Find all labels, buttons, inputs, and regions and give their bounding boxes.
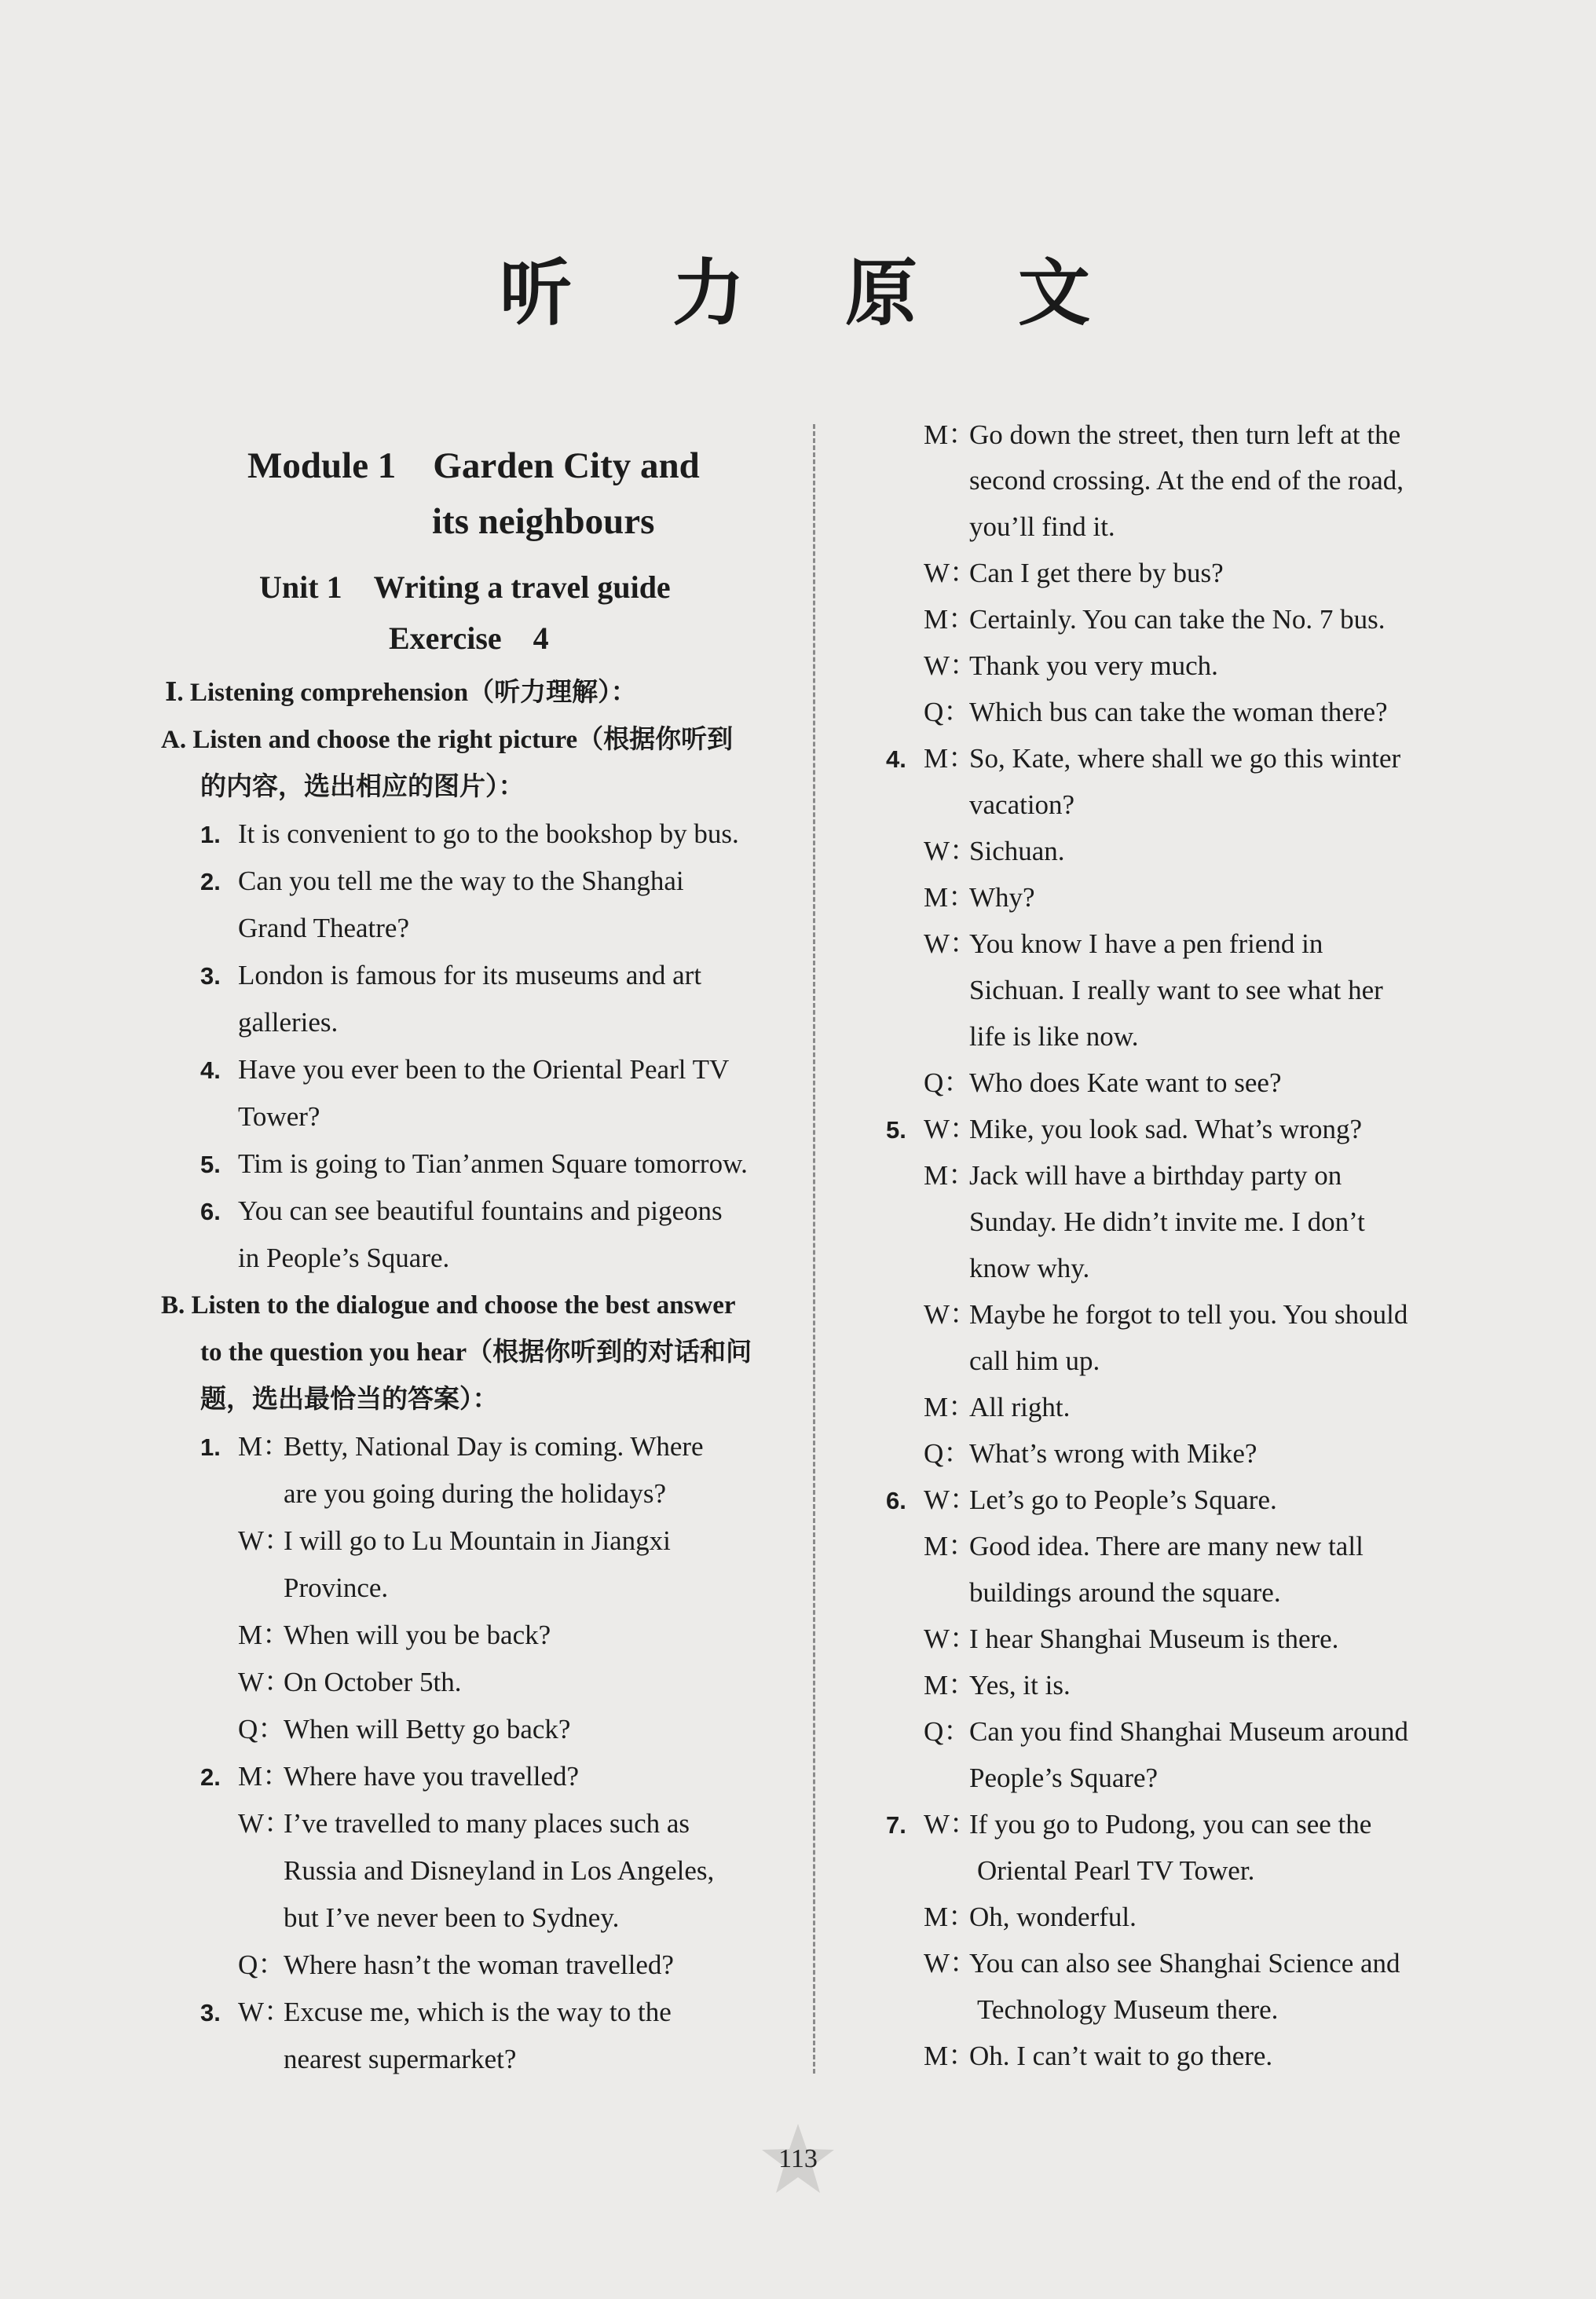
dialogue-line: but I’ve never been to Sydney. [284, 1902, 620, 1933]
section-heading-1: Ⅰ. Listening comprehension（听力理解）： [165, 679, 637, 707]
column-divider [813, 424, 815, 2074]
dialogue-line: W：Thank you very much. [924, 650, 1218, 681]
module-title-line2: its neighbours [432, 501, 655, 542]
dialogue-line: M：Jack will have a birthday party on [924, 1160, 1342, 1191]
page-title: 听 力 原 文 [499, 251, 1129, 335]
list-item-cont: Grand Theatre? [238, 913, 409, 943]
dialogue-line: 5. W：Mike, you look sad. What’s wrong? [886, 1114, 1362, 1144]
dialogue-line: W：I hear Shanghai Museum is there. [924, 1624, 1339, 1654]
dialogue-line: 1. M：Betty, National Day is coming. Where [200, 1431, 704, 1462]
dialogue-line: 3. W：Excuse me, which is the way to the [200, 1997, 672, 2027]
list-item-cont: Tower? [238, 1101, 320, 1132]
list-item-cont: galleries. [238, 1007, 339, 1038]
dialogue-line: M：When will you be back? [238, 1620, 551, 1650]
list-item: 2. Can you tell me the way to the Shanghai [200, 866, 684, 896]
dialogue-line: life is like now. [969, 1021, 1139, 1052]
dialogue-line: W：Maybe he forgot to tell you. You should [924, 1299, 1408, 1330]
dialogue-line: Q：Where hasn’t the woman travelled? [238, 1949, 674, 1980]
dialogue-line: call him up. [969, 1345, 1100, 1376]
dialogue-line: W：You can also see Shanghai Science and [924, 1948, 1400, 1979]
dialogue-line: 4. M：So, Kate, where shall we go this winter [886, 743, 1401, 774]
dialogue-line: 6. W：Let’s go to People’s Square. [886, 1484, 1277, 1515]
list-item: 4. Have you ever been to the Oriental Pearl TV [200, 1054, 730, 1085]
dialogue-line: M：Why? [924, 882, 1035, 913]
dialogue-line: Q：Can you find Shanghai Museum around [924, 1716, 1408, 1747]
section-heading-a: A. Listen and choose the right picture（根据你听到 [161, 726, 734, 754]
list-item: 3. London is famous for its museums and art [200, 960, 702, 990]
dialogue-line: W：On October 5th. [238, 1667, 462, 1697]
dialogue-line: you’ll find it. [969, 511, 1115, 542]
dialogue-line: Oriental Pearl TV Tower. [977, 1855, 1255, 1886]
page-number-text: 113 [778, 2144, 818, 2173]
dialogue-line: M：Certainly. You can take the No. 7 bus. [924, 604, 1386, 635]
dialogue-line: W：Sichuan. [924, 836, 1065, 866]
dialogue-line: vacation? [969, 789, 1075, 820]
dialogue-line: 7. W：If you go to Pudong, you can see the [886, 1809, 1372, 1840]
section-heading-b-line3: 题，选出最恰当的答案）： [200, 1386, 499, 1414]
module-title: Module 1 Garden City and [247, 445, 700, 486]
section-heading-b-line2: to the question you hear（根据你听到的对话和问 [200, 1338, 752, 1367]
list-item: 1. It is convenient to go to the bookshop by bus. [200, 818, 739, 849]
page-number [759, 2121, 837, 2199]
dialogue-line: M：Oh. I can’t wait to go there. [924, 2041, 1273, 2071]
dialogue-line: M：Go down the street, then turn left at the [924, 419, 1401, 450]
dialogue-line: Province. [284, 1572, 389, 1603]
dialogue-line: Sichuan. I really want to see what her [969, 975, 1383, 1005]
dialogue-line: W：I’ve travelled to many places such as [238, 1808, 690, 1839]
dialogue-line: M：Yes, it is. [924, 1670, 1071, 1700]
dialogue-line: Q：What’s wrong with Mike? [924, 1438, 1257, 1469]
dialogue-line: buildings around the square. [969, 1577, 1281, 1608]
dialogue-line: Technology Museum there. [977, 1994, 1279, 2025]
dialogue-line: M：Oh, wonderful. [924, 1902, 1137, 1932]
list-item: 6. You can see beautiful fountains and pigeons [200, 1195, 723, 1226]
section-heading-a-line2: 的内容，选出相应的图片）： [200, 773, 525, 801]
section-heading-b: B. Listen to the dialogue and choose the best answer [161, 1291, 736, 1320]
dialogue-line: W：I will go to Lu Mountain in Jiangxi [238, 1525, 671, 1556]
dialogue-line: Sunday. He didn’t invite me. I don’t [969, 1206, 1365, 1237]
dialogue-line: W：Can I get there by bus? [924, 558, 1224, 588]
dialogue-line: know why. [969, 1253, 1090, 1283]
dialogue-line: second crossing. At the end of the road, [969, 465, 1404, 496]
dialogue-line: nearest supermarket? [284, 2044, 517, 2074]
dialogue-line: W：You know I have a pen friend in [924, 928, 1323, 959]
dialogue-line: Russia and Disneyland in Los Angeles, [284, 1855, 715, 1886]
exercise-title: Exercise 4 [389, 621, 549, 656]
dialogue-line: People’s Square? [969, 1763, 1159, 1793]
dialogue-line: Q：Who does Kate want to see? [924, 1067, 1282, 1098]
list-item-cont: in People’s Square. [238, 1243, 450, 1273]
dialogue-line: Q：Which bus can take the woman there? [924, 697, 1388, 727]
dialogue-line: M：All right. [924, 1392, 1071, 1422]
unit-title: Unit 1 Writing a travel guide [259, 569, 671, 605]
dialogue-line: 2. M：Where have you travelled? [200, 1761, 580, 1792]
dialogue-line: M：Good idea. There are many new tall [924, 1531, 1364, 1561]
dialogue-line: Q：When will Betty go back? [238, 1714, 571, 1744]
list-item: 5. Tim is going to Tian’anmen Square tomorrow. [200, 1148, 748, 1179]
dialogue-line: are you going during the holidays? [284, 1478, 666, 1509]
